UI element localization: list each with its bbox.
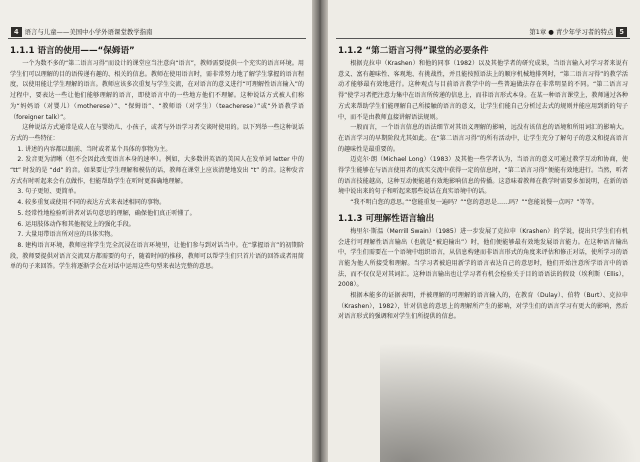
left-page xyxy=(0,0,318,462)
right-page-number: 5 xyxy=(616,27,627,37)
paragraph: 一般而言，一个语言信息的语法细节对其语义理解的影响，远没有该信息的语境和所用词汇的影响大。在语言学习的早期阶段尤其如此。在“第二语言习得”的所有活动中，让学生充分了解句子的意义和提高语言的趣味性是最重要的。 xyxy=(338,124,628,153)
section-title-1-1-2: 1.1.2 “第二语言习得”课堂的必要条件 xyxy=(338,46,489,56)
paragraph: “我不明白您的意思。”“您能重复一遍吗？”“您的意思是……吗？”“您能说慢一点吗？”等等。 xyxy=(350,199,598,207)
list-item: 2. 发音更为清晰（但不会因此改变语言本身的速率）。例如，大多数讲英语的美国人在发单词 letter 中的 “tt” 时发的是 “dd” 的音。如果要让学生理解和模仿的话，教师在课堂上应该清楚地发出 “t” 的音。这种发音方式有时听起来会有点做作，但能帮助学生在听时更准确地理解。 xyxy=(10,156,304,185)
right-page-content xyxy=(338,44,628,462)
section-title-1-1-1: 1.1.1 语言的使用——“保姆语” xyxy=(10,46,135,56)
left-running-head: 语言与儿童——美国中小学外语课堂教学指南 xyxy=(24,28,153,36)
paragraph: 梅里尔·斯温（Merrill Swain）（1985）进一步发展了克拉申（Krashen）的学说，提出只学生们有机会进行可理解性语言输出（也就是“被迫输出”）时，他们便能够最有效地发展语言能力。在这种语言输出中，学生们需要在一个语境中组织语言，从信息构建而非语言形式的角度来评估和修正对话，使所学习的语言能为他人所接受和理解。当学习者被迫用新学的语言表达自己的意思时，他们开始注意所学语言中的语法，而不仅仅是对其词汇。这种语言输出也让学习者有机会检验关于目的语语法的假设（埃利斯（Ellis），2008）。 xyxy=(338,227,628,289)
list-item: 7. 大量用带语言所对应的具体实物。 xyxy=(17,231,117,239)
left-page-header xyxy=(8,26,306,39)
left-page-number: 4 xyxy=(11,27,22,37)
paragraph: 根据本能多的证据表明，并被理解的可理解的语言输入的，在教育（Dulay）、伯特（Burt）、克拉申（Krashen），1982），针对信息的意思上的理解所产生的影响，对学生们的语言学习有更大的影响，然后对语言形式的强调和对学生们所提供的信息。 xyxy=(338,292,628,321)
paragraph: 一个为数不多的“第二语言习得”而设计的课堂应当注意向“语言”，教师需要提供一个充实的语言环境。用学生们可以理解的目的语传递有趣的、相关的信息。教师在使用语言时，需非常努力地了解学生掌握的语言程度，以使用能让学生理解的语言。教师应该多次重复与学生交流，在对语言的意义进行“可理解性语言输入”的过程中，要表达一些让他们能够理解的语言，即使语言中的一些地方他们不理解。这种说话方式被人们称为“妈妈语（对婴儿）（motherese）”、“保姆语”、“教师语（对学生）（teacherese）”或“外语教学语（foreigner talk）”。 xyxy=(10,60,304,121)
paragraph: 这种说话方式通常是成人在与婴幼儿、小孩子，或者与外语学习者交谈时使用的。以下列举一些这种说话方式的一些特征： xyxy=(10,124,304,142)
right-running-head: 第1章 ● 青少年学习者的特点 xyxy=(529,28,614,36)
right-page-header xyxy=(336,26,630,39)
list-item: 8. 建构语言环境，教师应将学生完全沉浸在语言环境里，让他们参与到对话当中。在“掌握语言”的初期阶段，教师要提供对语言交流双方都需要的句子，随着时间的推移，教师可以帮学生们只首片语的回答或者用简单的句子来回答。学生将逐渐学会在对话中运用这些句型来表达完整的意思。 xyxy=(10,241,304,271)
list-item: 3. 句子更短、更简单。 xyxy=(17,188,80,196)
section-title-1-1-3: 1.1.3 可理解性语言输出 xyxy=(338,213,435,224)
right-page xyxy=(322,0,640,462)
book-gutter-shadow xyxy=(312,0,328,462)
paragraph: 根据克拉申（Krashen）和他的同事（1982）以及其他学者的研究成果，当语言输入对学习者来说有意义、富有趣味性、客观地、有挑战性，并且能按照语法上的顺序机械地排列时，“第二语言习得”的教学活动才能够最有效地进行。这种观点与目前语言教学中的一些普遍做法存在非常明显的不同。“第二语言习得”使学习者把注意力集中在语言所传递的信息上，而非语言形式本身。在某一种语言课堂上，教师通过各种方式来帮助学生们能理解自己所接触的语言的意义，让学生们能自己分析过去式的规则并能应用到新的句子中，而不是由教师直接讲解语法规则。 xyxy=(338,60,628,121)
list-item: 6. 运用肢体动作和其他视觉上的强化手段。 xyxy=(17,220,135,228)
paragraph: 迈克尔·朗（Michael Long）（1983）及其他一些学者认为，当语言的意义可通过教学互动和协商，使得学生能够在与语言使用者的真实交流中获得一定的信息时，“第二语言习得”便能有效地进行。当然，听者的语言技能越高，这种互动便能越有效地影响信息的传播。这意味着教师在教学时需要多加说明，在新的语境中说出来的句子和听起来那些说话在真实语境中的话。 xyxy=(338,156,628,196)
list-item: 5. 经常性地检验听讲者对话句意思的理解，确保他们真正听懂了。 xyxy=(17,209,196,217)
left-page-content xyxy=(10,44,304,462)
list-item: 4. 较多重复或使用不同的表达方式来表述相同的事物。 xyxy=(17,199,166,207)
list-item: 1. 讲述的内容都以眼前、当时或者某个具体的事物为主。 xyxy=(17,145,172,153)
